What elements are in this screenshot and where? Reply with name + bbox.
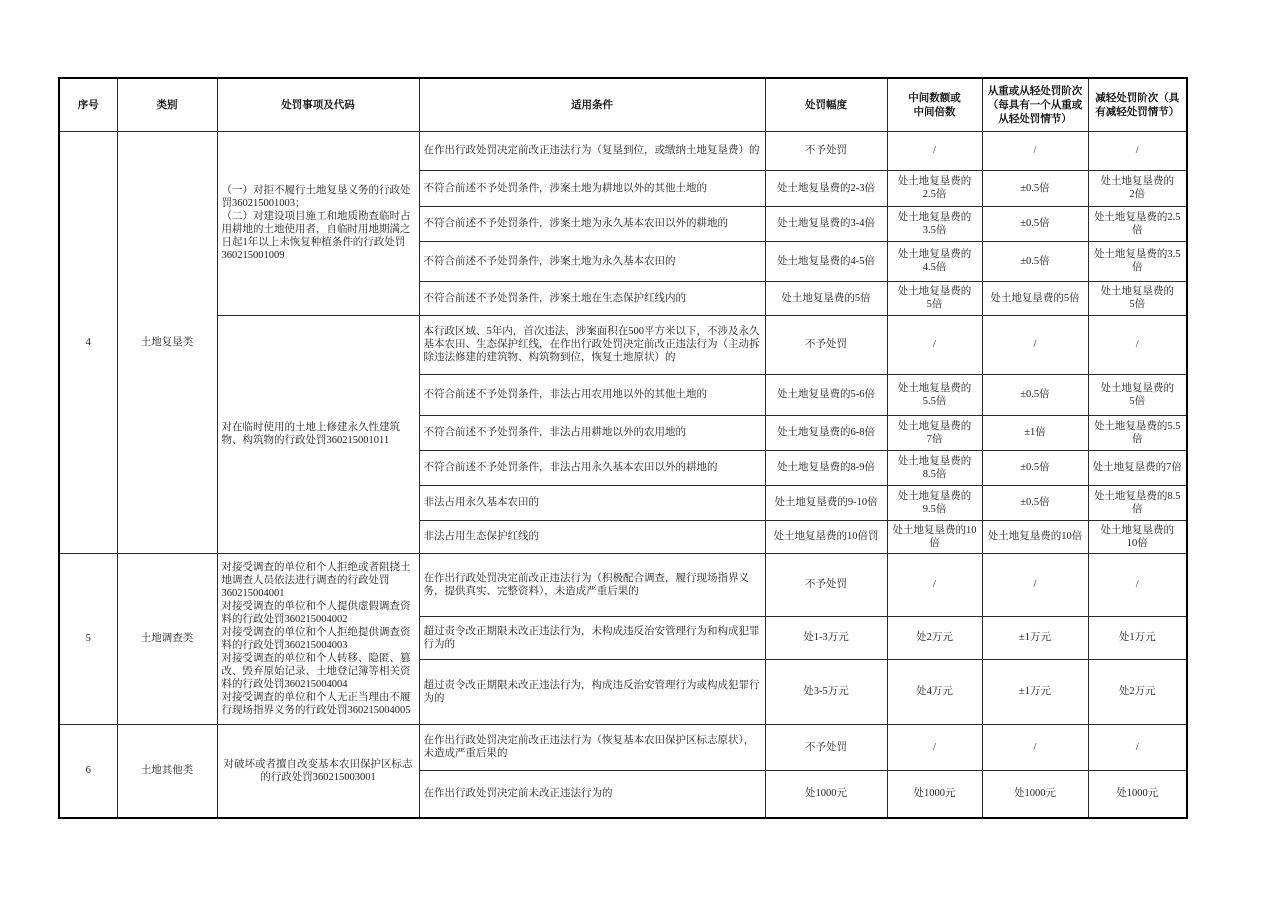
reduce-cell: 处土地复垦费的2.5 倍 xyxy=(1088,206,1187,241)
reduce-cell: / xyxy=(1088,131,1187,170)
penalty-standard-table xyxy=(58,77,1188,819)
condition-cell: 超过责令改正期限未改正违法行为，构成违反治安管理行为或构成犯罪行为的 xyxy=(419,659,765,724)
condition-cell: 在作出行政处罚决定前改正违法行为（恢复基本农田保护区标志原状），未造成严重后果的 xyxy=(419,724,765,770)
reduce-cell: 处土地复垦费的3.5 倍 xyxy=(1088,241,1187,281)
adjust-cell: ±1万元 xyxy=(982,616,1088,659)
seq-cell: 6 xyxy=(59,724,117,818)
header-adjust: 从重或从轻处罚阶次 （每具有一个从重或 从轻处罚情节） xyxy=(982,78,1088,131)
middle-cell: 处土地复垦费的 7倍 xyxy=(887,415,982,450)
adjust-cell: 处1000元 xyxy=(982,770,1088,818)
table-row xyxy=(59,131,1187,170)
adjust-cell: ±1倍 xyxy=(982,415,1088,450)
middle-cell: 处土地复垦费的 8.5倍 xyxy=(887,450,982,485)
range-cell: 不予处罚 xyxy=(765,315,887,374)
condition-cell: 在作出行政处罚决定前改正违法行为（复垦到位，或缴纳土地复垦费）的 xyxy=(419,131,765,170)
adjust-cell: ±0.5倍 xyxy=(982,485,1088,520)
condition-cell: 不符合前述不予处罚条件，非法占用农用地以外的其他土地的 xyxy=(419,374,765,415)
middle-cell: 处4万元 xyxy=(887,659,982,724)
condition-cell: 不符合前述不予处罚条件，非法占用永久基本农田以外的耕地的 xyxy=(419,450,765,485)
header-condition: 适用条件 xyxy=(419,78,765,131)
range-cell: 不予处罚 xyxy=(765,553,887,616)
reduce-cell: 处土地复垦费的 10倍 xyxy=(1088,520,1187,553)
header-seq: 序号 xyxy=(59,78,117,131)
condition-cell: 超过责令改正期限未改正违法行为，未构成违反治安管理行为和构成犯罪行为的 xyxy=(419,616,765,659)
reduce-cell: / xyxy=(1088,724,1187,770)
range-cell: 处3-5万元 xyxy=(765,659,887,724)
reduce-cell: 处1000元 xyxy=(1088,770,1187,818)
item-cell: （一）对拒不履行土地复垦义务的行政处罚360215001003； （二）对建设项目施工和地质勘查临时占用耕地的土地使用者，自临时用地期满之日起1年以上未恢复种植条件的行政处罚360215001009 xyxy=(217,131,419,315)
seq-cell: 5 xyxy=(59,553,117,724)
item-cell: 对破坏或者擅自改变基本农田保护区标志的行政处罚360215003001 xyxy=(217,724,419,818)
condition-cell: 不符合前述不予处罚条件，涉案土地为耕地以外的其他土地的 xyxy=(419,170,765,206)
category-cell: 土地其他类 xyxy=(117,724,217,818)
header-row xyxy=(59,78,1187,131)
range-cell: 处土地复垦费的5倍 xyxy=(765,281,887,315)
reduce-cell: 处2万元 xyxy=(1088,659,1187,724)
adjust-cell: ±0.5倍 xyxy=(982,206,1088,241)
middle-cell: / xyxy=(887,724,982,770)
range-cell: 处土地复垦费的6-8倍 xyxy=(765,415,887,450)
range-cell: 处土地复垦费的2-3倍 xyxy=(765,170,887,206)
header-reduce: 减轻处罚阶次（具 有减轻处罚情节） xyxy=(1088,78,1187,131)
range-cell: 处土地复垦费的5-6倍 xyxy=(765,374,887,415)
condition-cell: 在作出行政处罚决定前改正违法行为（积极配合调查，履行现场指界义务，提供真实、完整资料），未造成严重后果的 xyxy=(419,553,765,616)
range-cell: 不予处罚 xyxy=(765,724,887,770)
range-cell: 处土地复垦费的9-10倍 xyxy=(765,485,887,520)
condition-cell: 本行政区域、5年内，首次违法，涉案面积在500平方米以下，不涉及永久基本农田、生态保护红线，在作出行政处罚决定前改正违法行为（主动拆除违法修建的建筑物、构筑物到位，恢复土地原状）的 xyxy=(419,315,765,374)
adjust-cell: ±0.5倍 xyxy=(982,241,1088,281)
range-cell: 处1-3万元 xyxy=(765,616,887,659)
range-cell: 处土地复垦费的8-9倍 xyxy=(765,450,887,485)
condition-cell: 不符合前述不予处罚条件，涉案土地为永久基本农田的 xyxy=(419,241,765,281)
reduce-cell: 处土地复垦费的7倍 xyxy=(1088,450,1187,485)
table-row xyxy=(59,724,1187,770)
header-middle: 中间数额或 中间倍数 xyxy=(887,78,982,131)
middle-cell: 处土地复垦费的 5.5倍 xyxy=(887,374,982,415)
middle-cell: 处土地复垦费的 9.5倍 xyxy=(887,485,982,520)
reduce-cell: / xyxy=(1088,553,1187,616)
adjust-cell: / xyxy=(982,131,1088,170)
header-item: 处罚事项及代码 xyxy=(217,78,419,131)
condition-cell: 不符合前述不予处罚条件，涉案土地为永久基本农田以外的耕地的 xyxy=(419,206,765,241)
condition-cell: 不符合前述不予处罚条件，非法占用耕地以外的农用地的 xyxy=(419,415,765,450)
seq-cell: 4 xyxy=(59,131,117,553)
middle-cell: / xyxy=(887,315,982,374)
reduce-cell: 处土地复垦费的 5倍 xyxy=(1088,374,1187,415)
adjust-cell: / xyxy=(982,553,1088,616)
middle-cell: / xyxy=(887,553,982,616)
reduce-cell: 处土地复垦费的8.5 倍 xyxy=(1088,485,1187,520)
adjust-cell: ±0.5倍 xyxy=(982,450,1088,485)
middle-cell: 处土地复垦费的 5倍 xyxy=(887,281,982,315)
middle-cell: 处2万元 xyxy=(887,616,982,659)
condition-cell: 在作出行政处罚决定前未改正违法行为的 xyxy=(419,770,765,818)
adjust-cell: ±1万元 xyxy=(982,659,1088,724)
header-range: 处罚幅度 xyxy=(765,78,887,131)
range-cell: 不予处罚 xyxy=(765,131,887,170)
reduce-cell: 处土地复垦费的 5倍 xyxy=(1088,281,1187,315)
middle-cell: 处土地复垦费的10 倍 xyxy=(887,520,982,553)
middle-cell: 处土地复垦费的 3.5倍 xyxy=(887,206,982,241)
adjust-cell: ±0.5倍 xyxy=(982,170,1088,206)
middle-cell: 处土地复垦费的 2.5倍 xyxy=(887,170,982,206)
range-cell: 处土地复垦费的4-5倍 xyxy=(765,241,887,281)
category-cell: 土地调查类 xyxy=(117,553,217,724)
range-cell: 处1000元 xyxy=(765,770,887,818)
range-cell: 处土地复垦费的10倍罚 xyxy=(765,520,887,553)
adjust-cell: / xyxy=(982,315,1088,374)
reduce-cell: 处1万元 xyxy=(1088,616,1187,659)
adjust-cell: ±0.5倍 xyxy=(982,374,1088,415)
category-cell: 土地复垦类 xyxy=(117,131,217,553)
middle-cell: 处1000元 xyxy=(887,770,982,818)
reduce-cell: 处土地复垦费的5.5 倍 xyxy=(1088,415,1187,450)
adjust-cell: 处土地复垦费的10倍 xyxy=(982,520,1088,553)
adjust-cell: / xyxy=(982,724,1088,770)
condition-cell: 不符合前述不予处罚条件，涉案土地在生态保护红线内的 xyxy=(419,281,765,315)
table-row xyxy=(59,315,1187,374)
item-cell: 对接受调查的单位和个人拒绝或者阻挠土地调查人员依法进行调查的行政处罚360215004001 对接受调查的单位和个人提供虚假调查资料的行政处罚360215004002 对接受调查的单位和个人拒绝提供调查资料的行政处罚360215004003 对接受调查的单位和个人转移、隐匿、篡改、毁弃原始记录、土地登记簿等相关资料的行政处罚360215004004 对接受调查的单位和个人无正当理由不履行现场指界义务的行政处罚360215004005 xyxy=(217,553,419,724)
reduce-cell: / xyxy=(1088,315,1187,374)
middle-cell: / xyxy=(887,131,982,170)
middle-cell: 处土地复垦费的 4.5倍 xyxy=(887,241,982,281)
reduce-cell: 处土地复垦费的 2倍 xyxy=(1088,170,1187,206)
header-category: 类别 xyxy=(117,78,217,131)
condition-cell: 非法占用生态保护红线的 xyxy=(419,520,765,553)
range-cell: 处土地复垦费的3-4倍 xyxy=(765,206,887,241)
adjust-cell: 处土地复垦费的5倍 xyxy=(982,281,1088,315)
table-row xyxy=(59,553,1187,616)
condition-cell: 非法占用永久基本农田的 xyxy=(419,485,765,520)
item-cell: 对在临时使用的土地上修建永久性建筑物、构筑物的行政处罚360215001011 xyxy=(217,315,419,553)
